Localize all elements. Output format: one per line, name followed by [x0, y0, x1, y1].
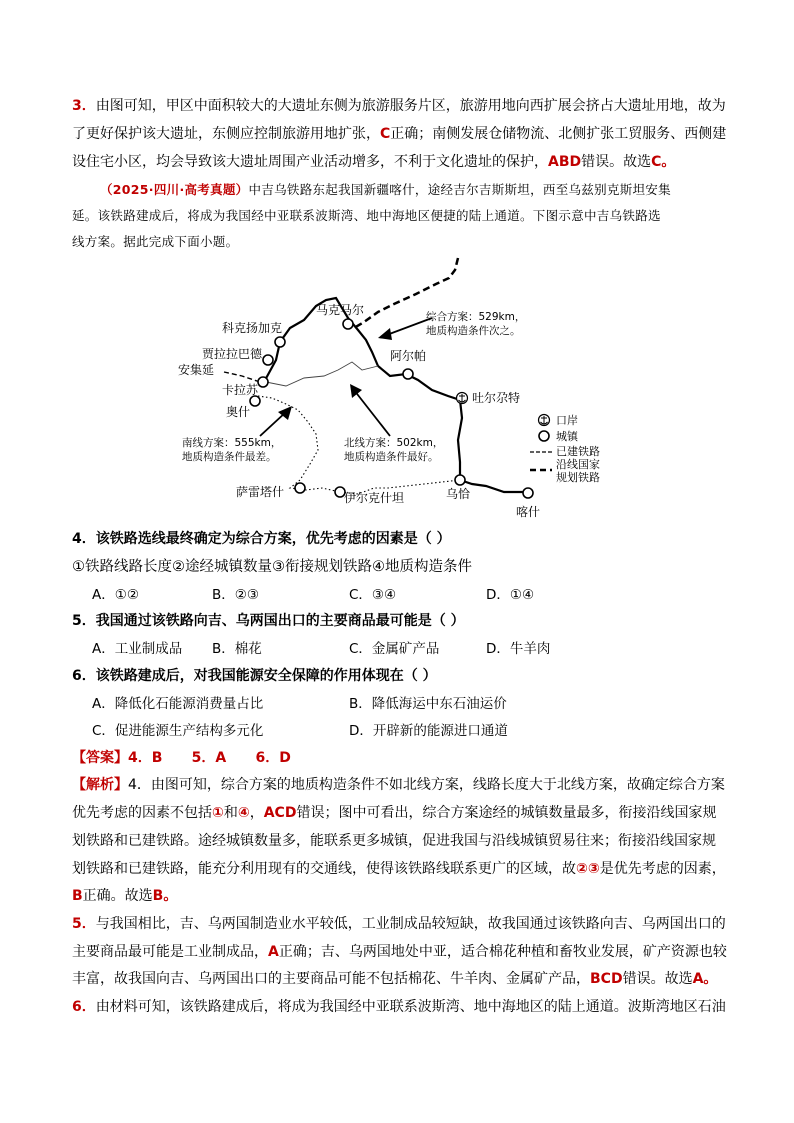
note-south-2: 地质构造条件最差。 [182, 451, 277, 463]
legend-port-label: 口岸 [556, 414, 578, 427]
label-aerpa: 阿尔帕 [390, 349, 427, 363]
question-6-option-a[interactable]: A．降低化石能源消费量占比 [92, 696, 264, 712]
question-6-option-c[interactable]: C．促进能源生产结构多元化 [92, 723, 264, 739]
analysis-5-line-3: 丰富，故我国向吉、乌两国出口的主要商品可能不包括棉花、牛羊肉、金属矿产品，BCD错误。故选A。 [72, 971, 718, 987]
note-south-1: 南线方案：555km， [182, 437, 282, 449]
label-kalasu: 卡拉苏 [222, 383, 259, 397]
city-marker-kekeyangjiake [275, 337, 285, 347]
legend-town-label: 城镇 [556, 430, 578, 443]
analysis-4-line-2: 优先考虑的因素不包括①和④，ACD错误；图中可看出，综合方案途经的城镇数量最多，衔接沿线国家规 [72, 805, 717, 821]
question-4-option-b[interactable]: B．②③ [212, 587, 259, 603]
note-north-1: 北线方案：502km， [344, 437, 444, 449]
analysis-5-line-2: 主要商品最可能是工业制成品，A正确；吉、乌两国地处中亚，适合棉花种植和畜牧业发展，矿产资源也较 [72, 944, 727, 960]
question-6-option-b[interactable]: B．降低海运中东石油运价 [349, 696, 507, 712]
city-marker-wuqia [455, 475, 465, 485]
label-yierkeshi: 伊尔克什坦 [344, 491, 405, 505]
answer-line: 【答案】4．B 5．A 6．D [72, 750, 291, 766]
city-marker-saleitashi [295, 483, 305, 493]
analysis-4-line-5: B正确。故选B。 [72, 888, 178, 904]
label-aoshi: 奥什 [226, 405, 251, 419]
question-intro-line-1: （2025·四川·高考真题）中吉乌铁路东起我国新疆喀什，途经吉尔吉斯斯坦，西至乌兹别克斯坦安集 [100, 182, 671, 197]
question-4-option-c[interactable]: C．③④ [349, 587, 397, 603]
built-railway-line [224, 372, 260, 382]
city-marker-kashi [523, 488, 533, 498]
city-marker-jialalabade [263, 355, 273, 365]
question-5-option-c[interactable]: C．金属矿产品 [349, 641, 440, 657]
label-tuerga: 吐尔尕特 [472, 391, 521, 405]
question-4-option-d[interactable]: D．①④ [486, 587, 535, 603]
legend-port-icon [539, 415, 550, 426]
legend-planned-label-2: 规划铁路 [556, 471, 600, 484]
south-arrow [260, 412, 286, 436]
question-5-stem: 5．我国通过该铁路向吉、乌两国出口的主要商品最可能是（ ） [72, 613, 465, 629]
city-marker-aoshi [250, 396, 260, 406]
analysis-6-line-1: 6．由材料可知，该铁路建成后，将成为我国经中亚联系波斯湾、地中海地区的陆上通道。波斯湾地区石油 [72, 999, 726, 1015]
question-6-option-d[interactable]: D．开辟新的能源进口通道 [349, 723, 508, 739]
question-5-option-d[interactable]: D．牛羊肉 [486, 641, 551, 657]
analysis-5-line-1: 5．与我国相比，吉、乌两国制造业水平较低，工业制成品较短缺，故我国通过该铁路向吉、乌两国出口的 [72, 916, 726, 932]
question-6-stem: 6．该铁路建成后，对我国能源安全保障的作用体现在（ ） [72, 668, 437, 684]
label-wuqia: 乌恰 [446, 487, 471, 501]
question-4-factors: ①铁路线路长度②途经城镇数量③衔接规划铁路④地质构造条件 [72, 559, 472, 575]
city-marker-aerpa [403, 369, 413, 379]
question-4-stem: 4．该铁路选线最终确定为综合方案，优先考虑的因素是（ ） [72, 531, 451, 547]
question-5-option-a[interactable]: A．工业制成品 [92, 641, 183, 657]
city-marker-makemaer [343, 319, 353, 329]
legend-planned-label-1: 沿线国家 [556, 458, 600, 471]
comprehensive-arrow [384, 318, 432, 336]
question-intro-line-2: 延。该铁路建成后，将成为我国经中亚联系波斯湾、地中海地区便捷的陆上通道。下图示意中吉乌铁路选 [72, 208, 661, 223]
legend-built-label: 已建铁路 [556, 445, 600, 458]
label-kekeyangjiake: 科克扬加克 [222, 321, 283, 335]
question-intro-line-3: 线方案。据此完成下面小题。 [72, 234, 239, 249]
question-5-option-b[interactable]: B．棉花 [212, 641, 262, 657]
legend-town-icon [539, 431, 549, 441]
label-anjiyan: 安集延 [178, 363, 215, 377]
north-arrow [354, 390, 390, 436]
note-north-2: 地质构造条件最好。 [344, 451, 439, 463]
port-icon-tuergate [457, 393, 468, 404]
analysis-3-line-3: 设住宅小区，均会导致该大遗址周围产业活动增多，不利于文化遗址的保护，ABD错误。故选C。 [72, 154, 676, 170]
question-4-option-a[interactable]: A．①② [92, 587, 139, 603]
map-legend [530, 413, 600, 484]
north-route-line [266, 362, 378, 386]
analysis-4-line-3: 划铁路和已建铁路。途经城镇数量多，能联系更多城镇，促进我国与沿线城镇贸易往来；衔接沿线国家规 [72, 833, 716, 849]
note-comprehensive-2: 地质构造条件次之。 [426, 325, 521, 337]
analysis-4-line-4: 划铁路和已建铁路，能充分利用现有的交通线，使得该铁路线联系更广的区域，故②③是优先考虑的因素， [72, 861, 726, 877]
city-marker-kalasu [258, 377, 268, 387]
label-makemaer: 马克马尔 [316, 303, 365, 317]
note-comprehensive-1: 综合方案：529km， [426, 311, 526, 323]
analysis-3-line-1: 3．由图可知，甲区中面积较大的大遗址东侧为旅游服务片区，旅游用地向西扩展会挤占大遗址用地，故为 [72, 98, 726, 114]
label-jialalabade: 贾拉拉巴德 [202, 347, 263, 361]
label-kashi: 喀什 [516, 505, 541, 518]
label-saleitashi: 萨雷塔什 [236, 485, 285, 499]
railway-route-map [166, 256, 626, 518]
north-arrowhead [350, 384, 362, 398]
analysis-3-line-2: 了更好保护该大遗址，东侧应控制旅游用地扩张，C正确；南侧发展仓储物流、北侧扩张工贸服务、西侧建 [72, 126, 727, 142]
analysis-4-line-1: 【解析】4．由图可知，综合方案的地质构造条件不如北线方案，线路长度大于北线方案，故确定综合方案 [72, 777, 725, 793]
comprehensive-arrowhead [378, 328, 392, 340]
